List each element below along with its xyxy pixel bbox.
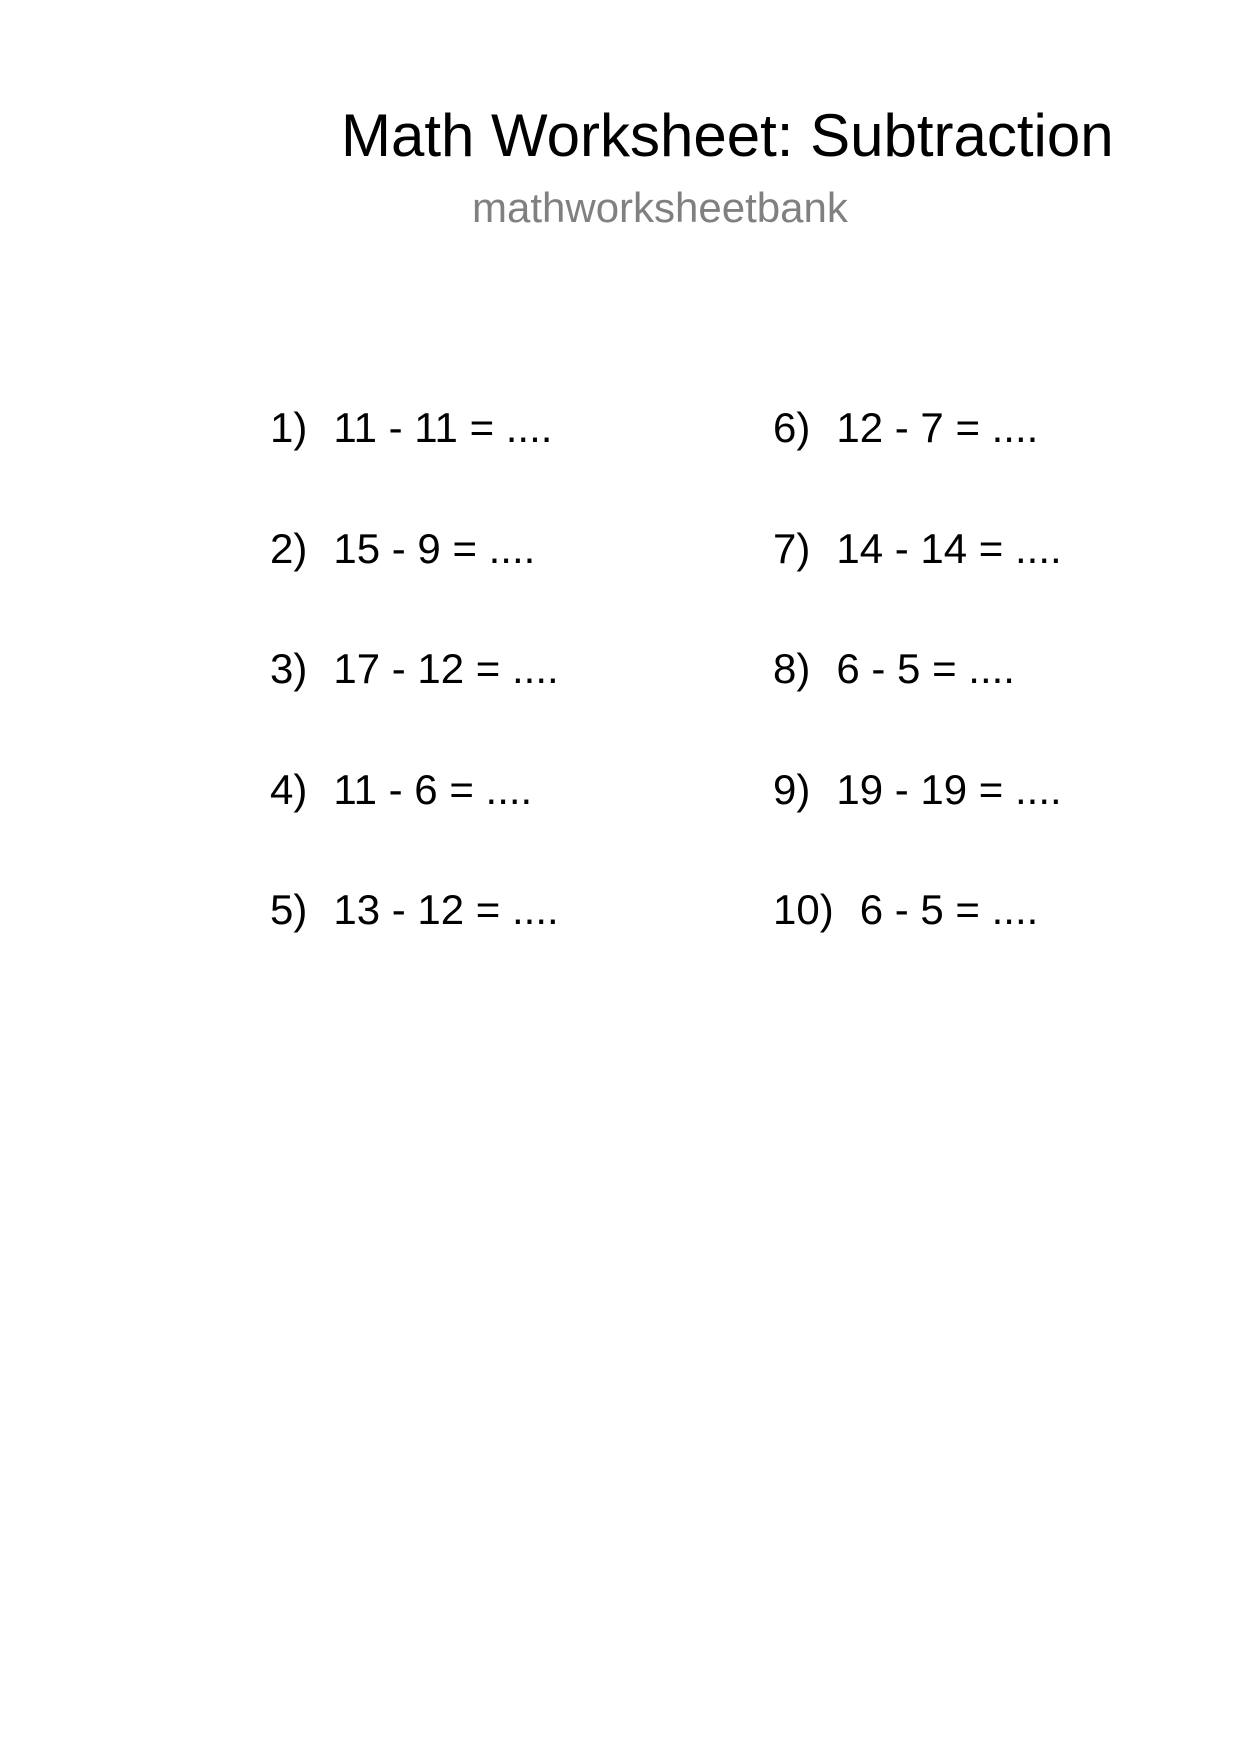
- problem-number: 9): [773, 766, 811, 813]
- problem-expression: 17 - 12 = ....: [333, 645, 559, 692]
- problem-expression: 19 - 19 = ....: [836, 766, 1062, 813]
- problem-expression: 14 - 14 = ....: [836, 525, 1062, 572]
- problem-expression: 11 - 11 = ....: [333, 404, 553, 451]
- problem-number: 8): [773, 645, 811, 692]
- problem-number: 6): [773, 404, 811, 451]
- problem-expression: 15 - 9 = ....: [333, 525, 536, 572]
- problem-item: [703, 835, 1038, 985]
- problem-number: 3): [270, 645, 308, 692]
- problem-number: 1): [270, 404, 308, 451]
- problem-expression: 12 - 7 = ....: [836, 404, 1039, 451]
- problem-expression: 6 - 5 = ....: [836, 645, 1015, 692]
- problem-number: 7): [773, 525, 811, 572]
- problem-number: 4): [270, 766, 308, 813]
- problem-number: 10): [773, 886, 834, 933]
- problem-number: 2): [270, 525, 308, 572]
- problem-number: 5): [270, 886, 308, 933]
- worksheet-title: Math Worksheet: Subtraction: [341, 102, 1114, 169]
- worksheet-source: mathworksheetbank: [472, 184, 848, 231]
- problem-item: [200, 835, 559, 985]
- problem-expression: 6 - 5 = ....: [859, 886, 1039, 933]
- problem-expression: 13 - 12 = ....: [333, 886, 559, 933]
- problem-expression: 11 - 6 = ....: [333, 766, 533, 813]
